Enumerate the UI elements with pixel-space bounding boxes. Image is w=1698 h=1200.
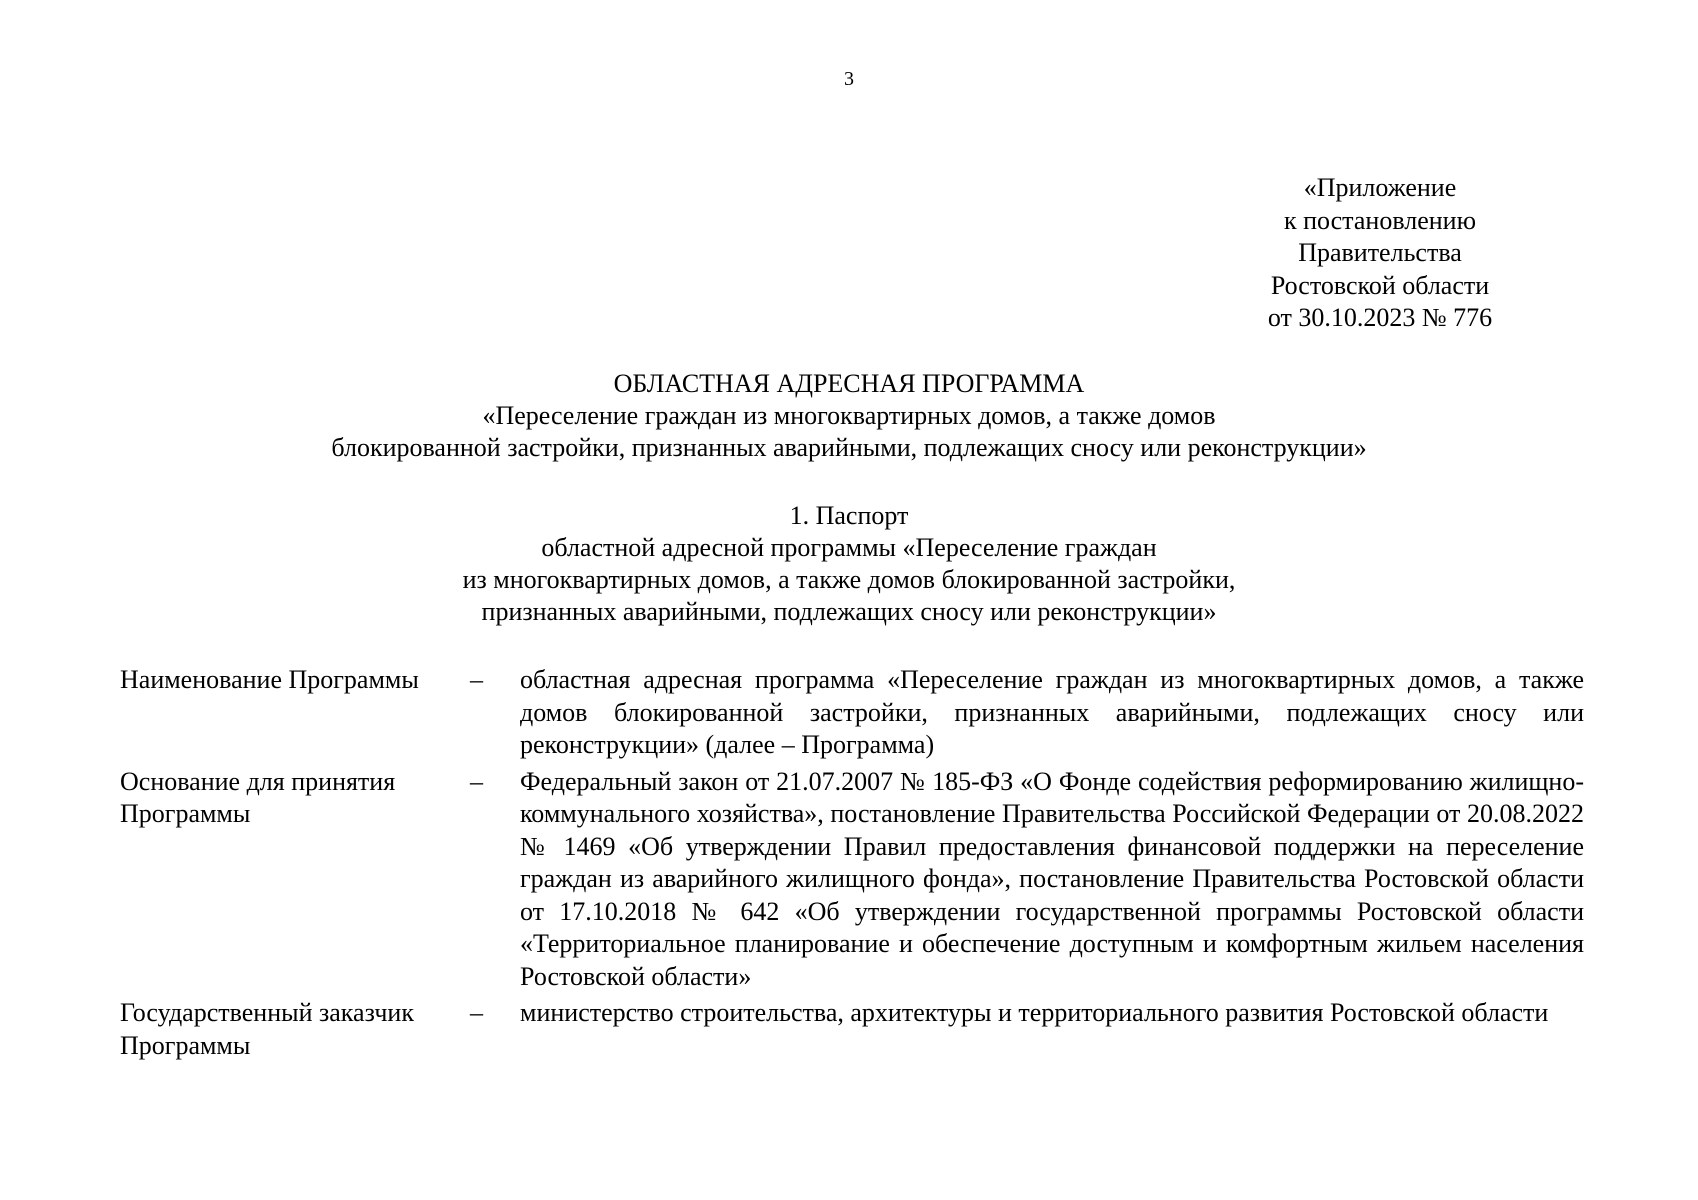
program-title-line: блокированной застройки, признанных аварийными, подлежащих сносу или реконструкции» xyxy=(331,433,1367,462)
program-title xyxy=(0,368,1698,464)
passport-row-label: Государственный заказчик Программы xyxy=(120,998,414,1060)
passport-row-value: Федеральный закон от 21.07.2007 № 185-ФЗ «О Фонде содействия реформированию жилищно-коммунального хозяйства», постановление Правительства Российской Федерации от 20.08.2022 № 1469 «Об утверждении Правил предоставления финансовой поддержки на переселение граждан из аварийного жилищного фонда», постановление Правительства Ростовской области от 17.10.2018 № 642 «Об утверждении государственной программы Ростовской области «Территориальное планирование и обеспечение доступным и комфортным жильем населения Ростовской области» xyxy=(520,766,1584,991)
passport-row-customer xyxy=(120,997,1584,1062)
passport-title-line: 1. Паспорт xyxy=(789,501,909,530)
passport-row-dash: – xyxy=(470,766,483,796)
appendix-line: Правительства xyxy=(1298,238,1462,267)
program-title-line: ОБЛАСТНАЯ АДРЕСНАЯ ПРОГРАММА xyxy=(613,369,1085,398)
appendix-line: от 30.10.2023 № 776 xyxy=(1267,303,1493,332)
passport-title-line: признанных аварийными, подлежащих сносу или реконструкции» xyxy=(481,597,1217,626)
passport-title xyxy=(0,500,1698,628)
passport-table xyxy=(120,664,1584,1066)
program-title-line: «Переселение граждан из многоквартирных домов, а также домов xyxy=(482,401,1216,430)
passport-row-name xyxy=(120,664,1584,762)
passport-row-dash: – xyxy=(470,998,483,1027)
appendix-line: «Приложение xyxy=(1303,173,1457,202)
passport-row-value: областная адресная программа «Переселение граждан из многоквартирных домов, а также домов блокированной застройки, признанных аварийными, подлежащих сносу или реконструкции» (далее – Программа) xyxy=(520,665,1584,759)
passport-row-basis xyxy=(120,766,1584,994)
passport-row-value: министерство строительства, архитектуры и территориального развития Ростовской области xyxy=(520,998,1549,1027)
passport-row-label: Наименование Программы xyxy=(120,665,419,694)
passport-row-dash: – xyxy=(470,665,483,694)
appendix-header xyxy=(1240,172,1520,335)
appendix-line: Ростовской области xyxy=(1270,270,1490,300)
passport-row-label: Основание для принятия Программы xyxy=(120,766,396,828)
passport-title-line: областной адресной программы «Переселение граждан xyxy=(541,533,1157,562)
appendix-line: к постановлению xyxy=(1283,205,1477,235)
passport-title-line: из многоквартирных домов, а также домов блокированной застройки, xyxy=(462,565,1236,594)
page-number: 3 xyxy=(844,68,854,90)
